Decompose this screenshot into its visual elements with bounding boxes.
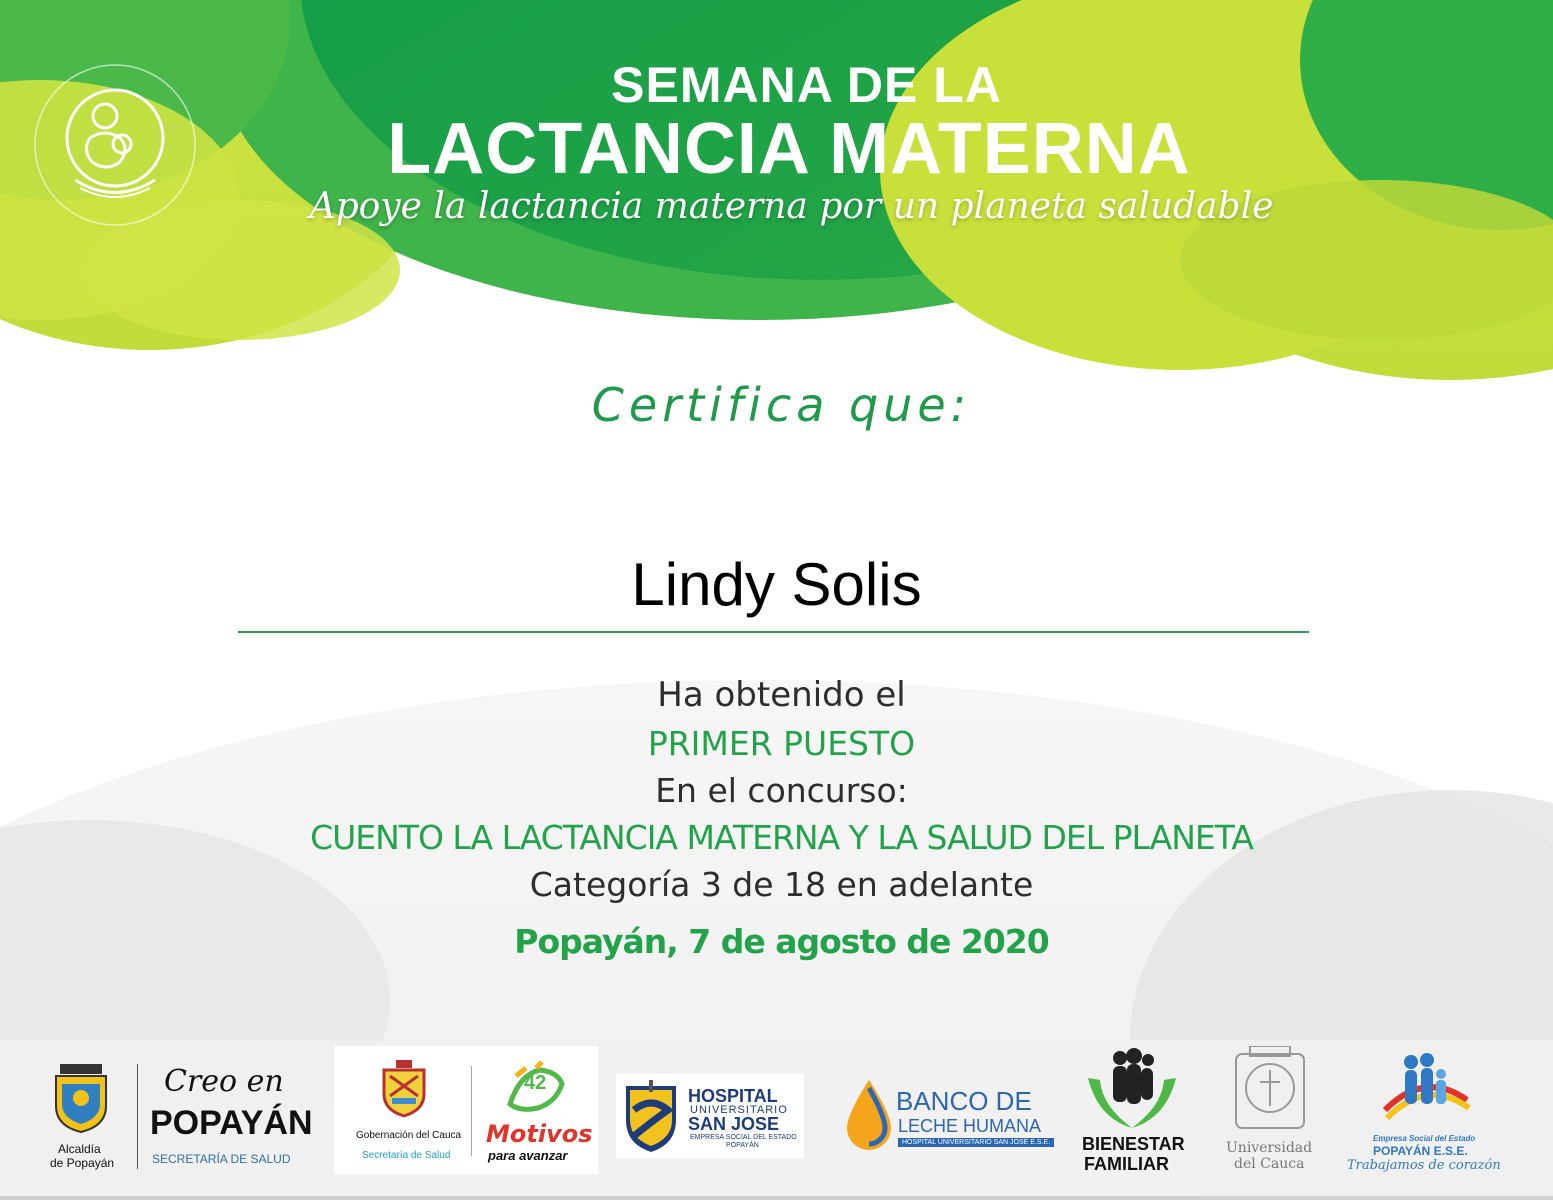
hospital-line2: UNIVERSITARIO bbox=[690, 1104, 788, 1116]
certificate-heading: Certifica que: bbox=[591, 378, 972, 432]
place-and-date: Popayán, 7 de agosto de 2020 bbox=[514, 922, 1049, 961]
logo-divider bbox=[137, 1064, 138, 1169]
milk-drop-icon bbox=[844, 1078, 894, 1152]
header-title-line1: SEMANA DE LA bbox=[611, 57, 1002, 113]
hospital-line5: POPAYÁN bbox=[726, 1142, 759, 1149]
recipient-name: Lindy Solis bbox=[631, 551, 922, 618]
contest-name: CUENTO LA LACTANCIA MATERNA Y LA SALUD DEL PLANETA bbox=[310, 818, 1253, 857]
name-underline bbox=[238, 631, 1309, 633]
motivos-number: 42 bbox=[524, 1072, 547, 1094]
contest-category: Categoría 3 de 18 en adelante bbox=[529, 865, 1034, 904]
certificate-line-contest: En el concurso: bbox=[655, 771, 908, 810]
banco-line1: BANCO DE bbox=[896, 1086, 1032, 1116]
alcaldia-label-1: Alcaldía bbox=[58, 1142, 101, 1156]
bienestar-line1: BIENESTAR bbox=[1082, 1134, 1185, 1154]
ese-line2: POPAYÁN E.S.E. bbox=[1373, 1144, 1468, 1158]
alcaldia-label-2: de Popayán bbox=[50, 1156, 115, 1170]
family-hands-icon bbox=[1086, 1048, 1178, 1132]
logo-bienestar-familiar bbox=[1078, 1048, 1186, 1174]
logo-hospital-san-jose bbox=[616, 1074, 804, 1158]
award-title: PRIMER PUESTO bbox=[647, 724, 916, 763]
logo-alcaldia-popayan bbox=[40, 1058, 315, 1178]
motivos-text: Motivos bbox=[486, 1120, 593, 1148]
popayan-text: POPAYÁN bbox=[150, 1104, 313, 1142]
cauca-shield-icon bbox=[380, 1060, 428, 1118]
logo-divider bbox=[471, 1066, 472, 1156]
family-figures-icon bbox=[1381, 1050, 1471, 1130]
bienestar-line2: FAMILIAR bbox=[1084, 1154, 1169, 1174]
banco-line2: LECHE HUMANA bbox=[898, 1116, 1042, 1136]
ese-line3: Trabajamos de corazón bbox=[1347, 1158, 1501, 1173]
hospital-line3: SAN JOSE bbox=[688, 1114, 780, 1134]
university-seal-icon bbox=[1230, 1046, 1310, 1136]
logo-popayan-ese bbox=[1345, 1050, 1501, 1178]
unicauca-line2: del Cauca bbox=[1234, 1156, 1305, 1172]
secretaria-salud-text: SECRETARÍA DE SALUD bbox=[152, 1152, 291, 1166]
hospital-line1: HOSPITAL bbox=[688, 1086, 778, 1106]
certificate-line-obtained: Ha obtenido el bbox=[657, 675, 906, 715]
hospital-line4: EMPRESA SOCIAL DEL ESTADO bbox=[690, 1134, 797, 1141]
logo-banco-leche-humana bbox=[844, 1076, 1051, 1156]
unicauca-line1: Universidad bbox=[1226, 1140, 1313, 1156]
logo-gobernacion-cauca bbox=[334, 1046, 598, 1174]
logo-universidad-cauca bbox=[1222, 1046, 1317, 1174]
gobernacion-sub: Secretaría de Salud bbox=[362, 1150, 451, 1161]
banco-line3: HOSPITAL UNIVERSITARIO SAN JOSÉ E.S.E. bbox=[898, 1138, 1054, 1147]
popayan-shield-icon bbox=[50, 1062, 112, 1134]
motivos-sub-text: para avanzar bbox=[488, 1148, 568, 1163]
header-title-line2: LACTANCIA MATERNA bbox=[387, 109, 1191, 189]
hospital-shield-icon bbox=[622, 1080, 680, 1154]
ese-line1: Empresa Social del Estado bbox=[1373, 1134, 1476, 1143]
creo-en-text: Creo en bbox=[164, 1064, 284, 1099]
gobernacion-label: Gobernación del Cauca bbox=[356, 1130, 462, 1141]
header-tagline: Apoye la lactancia materna por un planeta saludable bbox=[309, 186, 1274, 227]
